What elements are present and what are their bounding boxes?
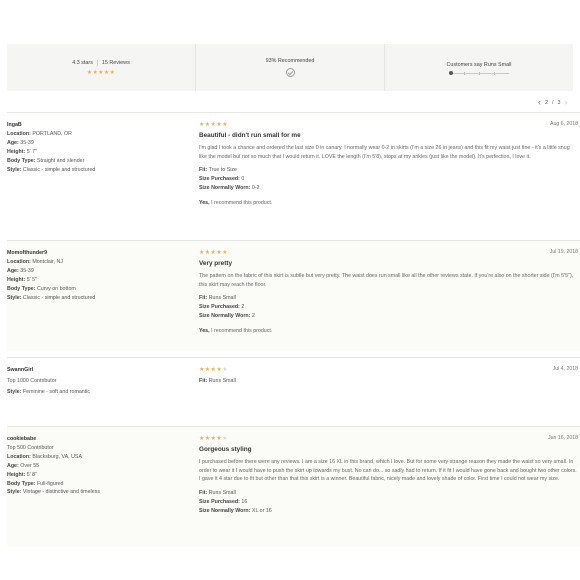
reviewer-info <box>7 249 189 302</box>
height-value: 5' 5" <box>26 276 37 283</box>
size-worn-label: Size Normally Worn: <box>199 185 251 191</box>
fit-summary <box>384 44 573 91</box>
reviewer-info <box>7 121 189 174</box>
review-date: Jul 19, 2018 <box>549 249 578 255</box>
style-label: Style: <box>7 388 22 395</box>
rating-summary <box>7 44 195 91</box>
review-stars <box>199 249 578 257</box>
page-total: 3 <box>557 99 561 106</box>
location-value: PORTLAND, OR <box>32 130 72 137</box>
review-content <box>199 121 578 208</box>
reviewer-name: Momofthunder9 <box>7 250 48 256</box>
style-label: Style: <box>7 166 22 173</box>
height-label: Height: <box>7 148 26 155</box>
review-stars <box>199 121 578 129</box>
recommended-summary <box>195 44 384 91</box>
style-value: Classic - simple and structured <box>22 294 96 301</box>
stars-empty: ★ <box>222 436 228 442</box>
rating-stars: ★★★★★ <box>86 69 116 76</box>
reviewer-info <box>7 435 189 497</box>
fit-tick <box>479 72 480 75</box>
reviewer-name: IngaB <box>7 122 22 128</box>
size-purchased-value: 2 <box>241 304 245 311</box>
age-value: Over 55 <box>20 462 40 469</box>
review-content <box>199 366 578 386</box>
page-current: 2 <box>545 99 548 106</box>
recommendation <box>199 327 578 336</box>
age-value: 35-39 <box>20 267 34 274</box>
age-label: Age: <box>7 462 19 469</box>
fit-value: Runs Small <box>208 378 236 384</box>
review-date: Jul 4, 2018 <box>552 366 578 372</box>
review-item <box>7 426 580 547</box>
height-label: Height: <box>7 276 26 283</box>
divider <box>97 60 98 66</box>
fit-value: True to Size <box>208 167 238 174</box>
style-value: Vintage - distinctive and timeless <box>22 489 100 496</box>
body-type-value: Straight and slender <box>36 157 85 164</box>
review-content <box>199 249 578 336</box>
check-circle-icon <box>286 68 295 77</box>
size-purchased-value: 16 <box>241 498 248 505</box>
size-worn-label: Size Normally Worn: <box>199 507 251 514</box>
size-purchased-value: 0 <box>241 176 245 183</box>
age-label: Age: <box>7 139 19 146</box>
stars-filled: ★★★★ <box>199 367 223 373</box>
review-fit-details <box>199 294 578 321</box>
contributor-badge: Top 500 Contributor <box>7 444 54 451</box>
body-type-label: Body Type: <box>7 480 36 487</box>
location-value: Blacksburg, VA, USA <box>32 453 82 460</box>
size-worn-value: XL or 16 <box>251 507 272 514</box>
location-label: Location: <box>7 258 31 265</box>
fit-scale <box>449 73 509 74</box>
size-purchased-label: Size Purchased: <box>199 498 240 505</box>
age-label: Age: <box>7 267 19 274</box>
review-content <box>199 435 578 516</box>
review-stars <box>199 366 578 374</box>
fit-label: Fit: <box>199 489 208 496</box>
fit-tick <box>494 72 495 75</box>
review-date: Jun 16, 2018 <box>548 435 578 441</box>
body-type-label: Body Type: <box>7 285 36 292</box>
chevron-left-icon[interactable]: ‹ <box>538 97 541 107</box>
location-value: Montclair, NJ <box>32 258 63 265</box>
style-label: Style: <box>7 294 22 301</box>
review-summary-bar <box>7 44 573 91</box>
stars-filled: ★★★★ <box>199 436 223 442</box>
fit-value: Runs Small <box>208 295 236 302</box>
review-body: The pattern on the fabric of this skirt is subtle but very pretty. The waist does run small like all the other reviews state. If you're also on the shorter side (I'm 5'5"), this skirt may reach the floor. <box>199 273 574 288</box>
review-fit-details <box>199 166 578 193</box>
size-purchased-label: Size Purchased: <box>199 304 240 311</box>
review-date: Aug 6, 2018 <box>550 121 578 127</box>
recommend-yes: Yes, <box>199 199 210 206</box>
recommendation <box>199 199 578 208</box>
fit-label: Fit: <box>199 378 208 384</box>
height-value: 5' 8" <box>26 471 37 478</box>
page-separator: / <box>552 99 554 106</box>
age-value: 35-39 <box>20 139 34 146</box>
body-type-value: Curvy on bottom <box>36 285 76 292</box>
stars-empty: ★ <box>222 367 228 373</box>
review-fit-details <box>199 377 578 386</box>
review-title: Very pretty <box>199 260 233 267</box>
review-body: I purchased before there were any reviews. I am a size 16 XL in this brand, which I love. But for some very strange reason they made the waist so very small. In order to wear it I would have to push the skirt up towards my bust. No can do... so sadly had to return. If it fit I would have gone back and bought two other colors. I gave it 4 star due to fit but other than that this skirt is a winner. Beautiful fabric, nicely made and lovely shade of color. First time I could not wear my size. <box>199 459 577 483</box>
style-value: Classic - simple and structured <box>22 166 96 173</box>
review-item <box>7 240 580 351</box>
reviewer-name: cookiebabe <box>7 436 37 442</box>
body-type-label: Body Type: <box>7 157 36 164</box>
pagination <box>538 98 568 107</box>
size-worn-value: 2 <box>251 313 255 319</box>
stars-filled: ★★★★★ <box>199 122 228 128</box>
size-worn-label: Size Normally Worn: <box>199 313 251 319</box>
recommend-yes: Yes, <box>199 327 210 334</box>
reviews-count[interactable]: 15 Reviews <box>101 59 130 66</box>
review-body: I'm glad I took a chance and ordered the last size 0 in canary. I normally wear 0-2 in skirts (I'm a size 26 in jeans) and this fit my waist just fine - it's a little snug like the model but not so much that I would return it. LOVE the length (I'm 5'8), stops at my ankles (just like the model). It's perfection, I love it. <box>199 145 570 160</box>
review-title: Gorgeous styling <box>199 446 252 453</box>
recommended-text: 93% Recommended <box>265 58 315 64</box>
reviewer-name: SwannGirl <box>7 367 34 373</box>
height-value: 5' 7" <box>26 148 37 155</box>
review-item <box>7 357 580 420</box>
review-item <box>7 112 580 235</box>
size-worn-value: 0-2 <box>251 185 260 191</box>
contributor-badge: Top 1000 Contributor <box>7 377 57 384</box>
fit-value: Runs Small <box>208 489 236 496</box>
fit-tick <box>464 72 465 75</box>
reviewer-info <box>7 366 189 397</box>
style-value: Feminine - soft and romantic <box>22 388 91 395</box>
chevron-right-icon[interactable]: › <box>564 97 568 107</box>
recommend-text: I recommend this product. <box>211 199 273 206</box>
review-fit-details <box>199 489 578 516</box>
fit-label: Fit: <box>199 295 208 302</box>
review-title: Beautiful - didn't run small for me <box>199 132 301 139</box>
size-purchased-label: Size Purchased: <box>199 176 240 183</box>
location-label: Location: <box>7 130 31 137</box>
fit-summary-text: Customers say Runs Small <box>446 61 512 68</box>
height-label: Height: <box>7 471 26 478</box>
style-label: Style: <box>7 489 22 496</box>
review-stars <box>199 435 578 443</box>
fit-label: Fit: <box>199 167 208 174</box>
recommend-text: I recommend this product. <box>211 327 273 334</box>
stars-filled: ★★★★★ <box>199 250 228 256</box>
rating-text: 4.3 stars <box>72 59 93 66</box>
location-label: Location: <box>7 453 31 460</box>
body-type-value: Full-figured <box>36 480 64 487</box>
